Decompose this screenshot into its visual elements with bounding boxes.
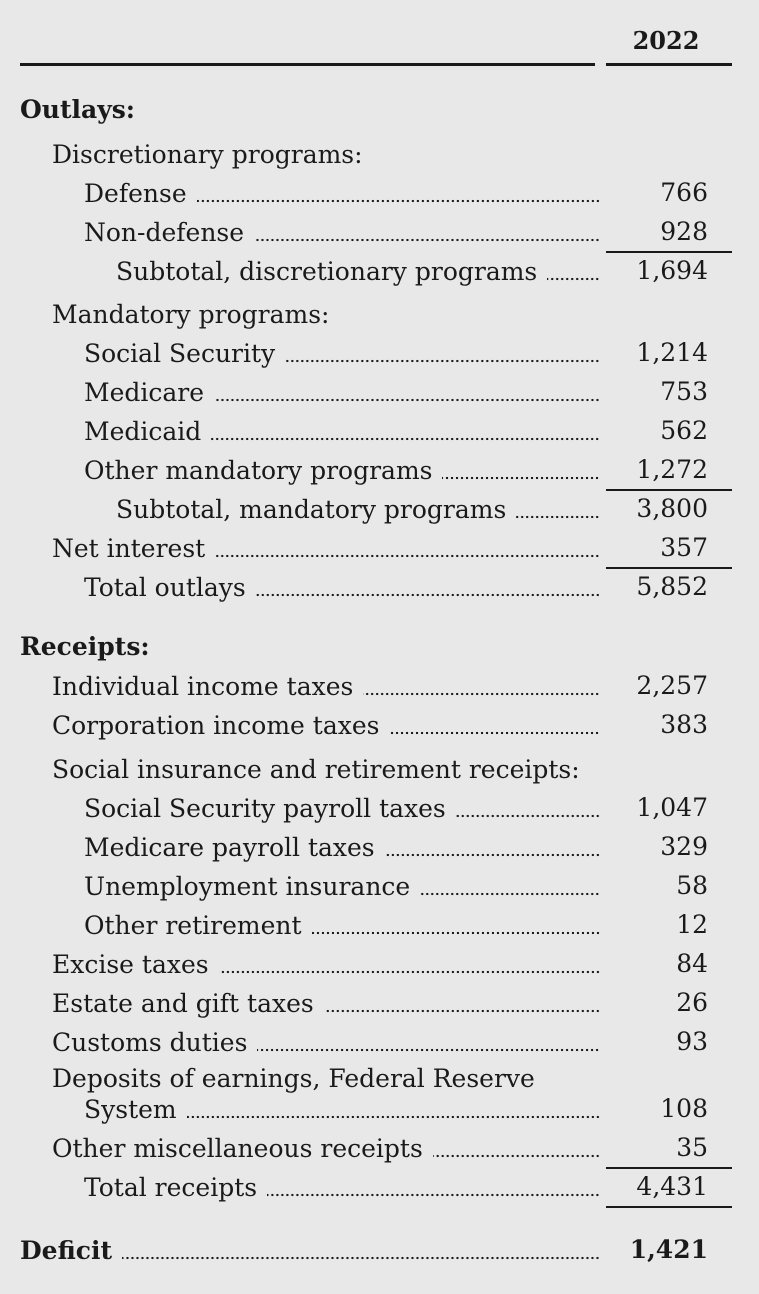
row-label: Total outlays [84, 573, 246, 602]
row-label: Excise taxes [52, 950, 209, 979]
dot-leader [219, 970, 600, 974]
dot-leader [256, 593, 600, 597]
row-label: Subtotal, mandatory programs [116, 495, 507, 524]
dot-leader [324, 1009, 600, 1013]
dot-leader [516, 515, 600, 519]
table-row [0, 1133, 759, 1172]
dot-leader [187, 1115, 600, 1119]
row-value: 1,272 [636, 455, 708, 484]
discretionary-heading: Discretionary programs: [52, 140, 363, 169]
row-value: 3,800 [636, 494, 708, 523]
row-value: 383 [660, 710, 708, 739]
row-value: 26 [676, 988, 708, 1017]
row-value: 357 [660, 533, 708, 562]
dot-leader [257, 1048, 600, 1052]
social-insurance-heading-row [0, 754, 759, 793]
row-value: 2,257 [636, 671, 708, 700]
dot-leader [312, 931, 600, 935]
row-label: Net interest [52, 534, 206, 563]
table-row [0, 455, 759, 494]
row-value: 58 [676, 871, 708, 900]
table-row [0, 988, 759, 1027]
row-label: Social Security [84, 339, 276, 368]
dot-leader [389, 731, 600, 735]
mandatory-heading-row [0, 299, 759, 338]
dot-leader [285, 359, 600, 363]
row-label: Non-defense [84, 218, 245, 247]
table-row [0, 338, 759, 377]
table-row [0, 533, 759, 572]
row-value: 5,852 [636, 572, 708, 601]
row-label: Subtotal, discretionary programs [116, 257, 538, 286]
table-row [0, 494, 759, 533]
row-label: Defense [84, 179, 187, 208]
dot-leader [547, 277, 600, 281]
row-label: Medicaid [84, 417, 202, 446]
row-value: 766 [660, 178, 708, 207]
sum-rule [606, 1167, 732, 1169]
row-value: 108 [660, 1094, 708, 1123]
row-value: 84 [676, 949, 708, 978]
table-row [0, 256, 759, 295]
row-value: 93 [676, 1027, 708, 1056]
deficit-label: Deficit [20, 1236, 113, 1265]
row-value: 1,047 [636, 793, 708, 822]
table-row [0, 1027, 759, 1066]
row-label: Medicare payroll taxes [84, 833, 375, 862]
table-row [0, 671, 759, 710]
dot-leader [385, 853, 600, 857]
receipts-heading: Receipts: [20, 632, 150, 661]
row-label: Individual income taxes [52, 672, 354, 701]
row-label: Customs duties [52, 1028, 248, 1057]
row-value: 1,214 [636, 338, 708, 367]
table-row [0, 178, 759, 217]
row-value: 35 [676, 1133, 708, 1162]
discretionary-heading-row [0, 139, 759, 178]
row-value: 562 [660, 416, 708, 445]
row-label: Corporation income taxes [52, 711, 380, 740]
table-row [0, 1172, 759, 1211]
dot-leader [254, 238, 600, 242]
dot-leader [456, 814, 600, 818]
dot-leader [211, 437, 600, 441]
header-rule-left [20, 63, 595, 66]
outlays-heading-row [0, 94, 759, 133]
row-value: 329 [660, 832, 708, 861]
row-label: Other mandatory programs [84, 456, 433, 485]
dot-leader [214, 398, 600, 402]
row-value: 4,431 [636, 1172, 708, 1201]
receipts-heading-row [0, 631, 759, 670]
dot-leader [267, 1193, 600, 1197]
table-row [0, 949, 759, 988]
row-value: 753 [660, 377, 708, 406]
row-label: Total receipts [84, 1173, 258, 1202]
dot-leader [122, 1256, 600, 1260]
outlays-heading: Outlays: [20, 95, 136, 124]
dot-leader [442, 476, 600, 480]
row-value: 1,694 [636, 256, 708, 285]
row-label: Unemployment insurance [84, 872, 411, 901]
table-row [0, 416, 759, 455]
row-label: System [84, 1095, 177, 1124]
dot-leader [363, 692, 600, 696]
dot-leader [197, 199, 600, 203]
table-row [0, 832, 759, 871]
year-column-header: 2022 [632, 26, 700, 55]
table-row [0, 1094, 759, 1133]
table-row [0, 217, 759, 256]
row-label: Other retirement [84, 911, 302, 940]
table-row [0, 572, 759, 611]
sum-rule [606, 489, 732, 491]
fed-deposits-label-line1: Deposits of earnings, Federal Reserve [52, 1064, 535, 1093]
row-label: Medicare [84, 378, 205, 407]
deficit-row [0, 1235, 759, 1274]
sum-rule [606, 567, 732, 569]
header-rule-right [606, 63, 732, 66]
sum-rule [606, 1206, 732, 1208]
row-label: Other miscellaneous receipts [52, 1134, 423, 1163]
sum-rule [606, 251, 732, 253]
table-row [0, 710, 759, 749]
dot-leader [215, 554, 600, 558]
dot-leader [433, 1154, 600, 1158]
dot-leader [420, 892, 600, 896]
deficit-value: 1,421 [629, 1235, 708, 1264]
row-label: Social Security payroll taxes [84, 794, 446, 823]
row-value: 928 [660, 217, 708, 246]
row-label: Estate and gift taxes [52, 989, 314, 1018]
table-row [0, 910, 759, 949]
row-value: 12 [676, 910, 708, 939]
social-insurance-heading: Social insurance and retirement receipts: [52, 755, 580, 784]
table-row [0, 377, 759, 416]
table-row [0, 871, 759, 910]
table-row [0, 793, 759, 832]
mandatory-heading: Mandatory programs: [52, 300, 330, 329]
